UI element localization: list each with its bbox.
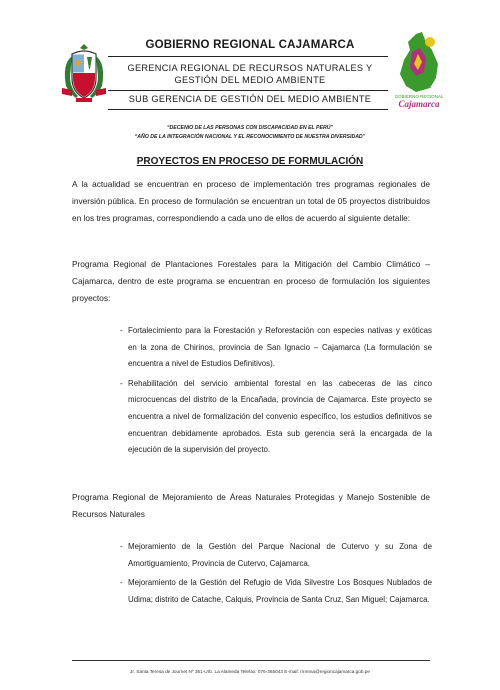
- bullet-dash: -: [120, 378, 123, 388]
- program-2-paragraph: Programa Regional de Mejoramiento de Áreas Naturales Protegidas y Manejo Sostenible de Recursos Naturales: [72, 492, 430, 519]
- bullet-dash: -: [120, 326, 123, 335]
- list-item-text: Mejoramiento de la Gestión del Parque Nacional de Cutervo y su Zona de Amortiguamiento, Provincia de Cutervo, Cajamarca.: [128, 542, 432, 568]
- header-subtitle-2: SUB GERENCIA DE GESTIÓN DEL MEDIO AMBIENTE: [128, 94, 372, 104]
- header-subtitle-line1: GERENCIA REGIONAL DE RECURSOS NATURALES Y: [127, 63, 373, 73]
- list-item: [120, 323, 432, 373]
- motto-line-2: “AÑO DE LA INTEGRACIÓN NACIONAL Y EL RECONOCIMIENTO DE NUESTRA DIVERSIDAD”: [134, 134, 366, 140]
- header-subtitle-line2: GESTIÓN DEL MEDIO AMBIENTE: [174, 75, 326, 85]
- list-item: [120, 575, 432, 608]
- list-item-text: Rehabilitación del servicio ambiental forestal en las cabeceras de las cinco microcuencas del distrito de la Encañada, provincia de Cajamarca. Este proyecto se encuentra a nivel de formalización del convenio específico, los estudios definitivos se encuentran debidamente aprobados. Esta sub gerencia será la encargada de la ejecución de la supervisión del proyecto.: [128, 378, 432, 455]
- bullet-dash: -: [120, 542, 123, 551]
- document-title: PROYECTOS EN PROCESO DE FORMULACIÓN: [136, 156, 364, 167]
- list-item: [120, 539, 432, 572]
- header-divider-bottom: [108, 109, 388, 110]
- intro-paragraph: A la actualidad se encuentran en proceso de implementación tres programas regionales de inversión pública. En proceso de formulación se encuentran un total de 05 proyectos distribuidos en los tres programas, correspondiendo a cada uno de ellos de acuerdo al siguiente detalle:: [72, 179, 430, 224]
- header-title: GOBIERNO REGIONAL CAJAMARCA: [145, 39, 355, 51]
- footer-divider: [72, 660, 430, 661]
- program-1-project-list: [120, 323, 432, 462]
- list-item-text: Mejoramiento de la Gestión del Refugio de Vida Silvestre Los Bosques Nublados de Udima; distrito de Catache, Calquis, Provincia de Santa Cruz, San Miguel; Cajamarca.: [128, 578, 432, 604]
- gobierno-regional-cajamarca-logo: [386, 28, 452, 110]
- peru-coat-of-arms-logo: [58, 40, 110, 104]
- logo-cajamarca-text: Cajamarca: [398, 99, 440, 109]
- bullet-dash: -: [120, 578, 123, 588]
- program-2-project-list: [120, 539, 432, 611]
- header-divider-top: [108, 56, 388, 57]
- list-item: [120, 376, 432, 459]
- list-item-text: Fortalecimiento para la Forestación y Reforestación con especies nativas y exóticas en la zona de Chirinos, provincia de San Ignacio – Cajamarca (La formulación se encuentra a nivel de Estudios Definitivos).: [128, 326, 432, 369]
- header-divider-middle: [108, 90, 388, 91]
- program-1-paragraph: Programa Regional de Plantaciones Forestales para la Mitigación del Cambio Climático – Cajamarca, dentro de este programa se encuentran en proceso de formulación los siguientes proyectos:: [72, 259, 430, 303]
- footer-address: Jr. Santa Teresa de Journet Nº 351-Urb. La Alameda Telefax: 076-365043 E-mail: rrnnma@regioncajamarca.gob.pe: [129, 669, 371, 674]
- logo-small-text: GOBIERNO REGIONAL: [394, 94, 444, 99]
- motto-line-1: “DECENIO DE LAS PERSONAS CON DISCAPACIDAD EN EL PERÚ”: [166, 125, 334, 131]
- header-subtitle: [112, 62, 388, 86]
